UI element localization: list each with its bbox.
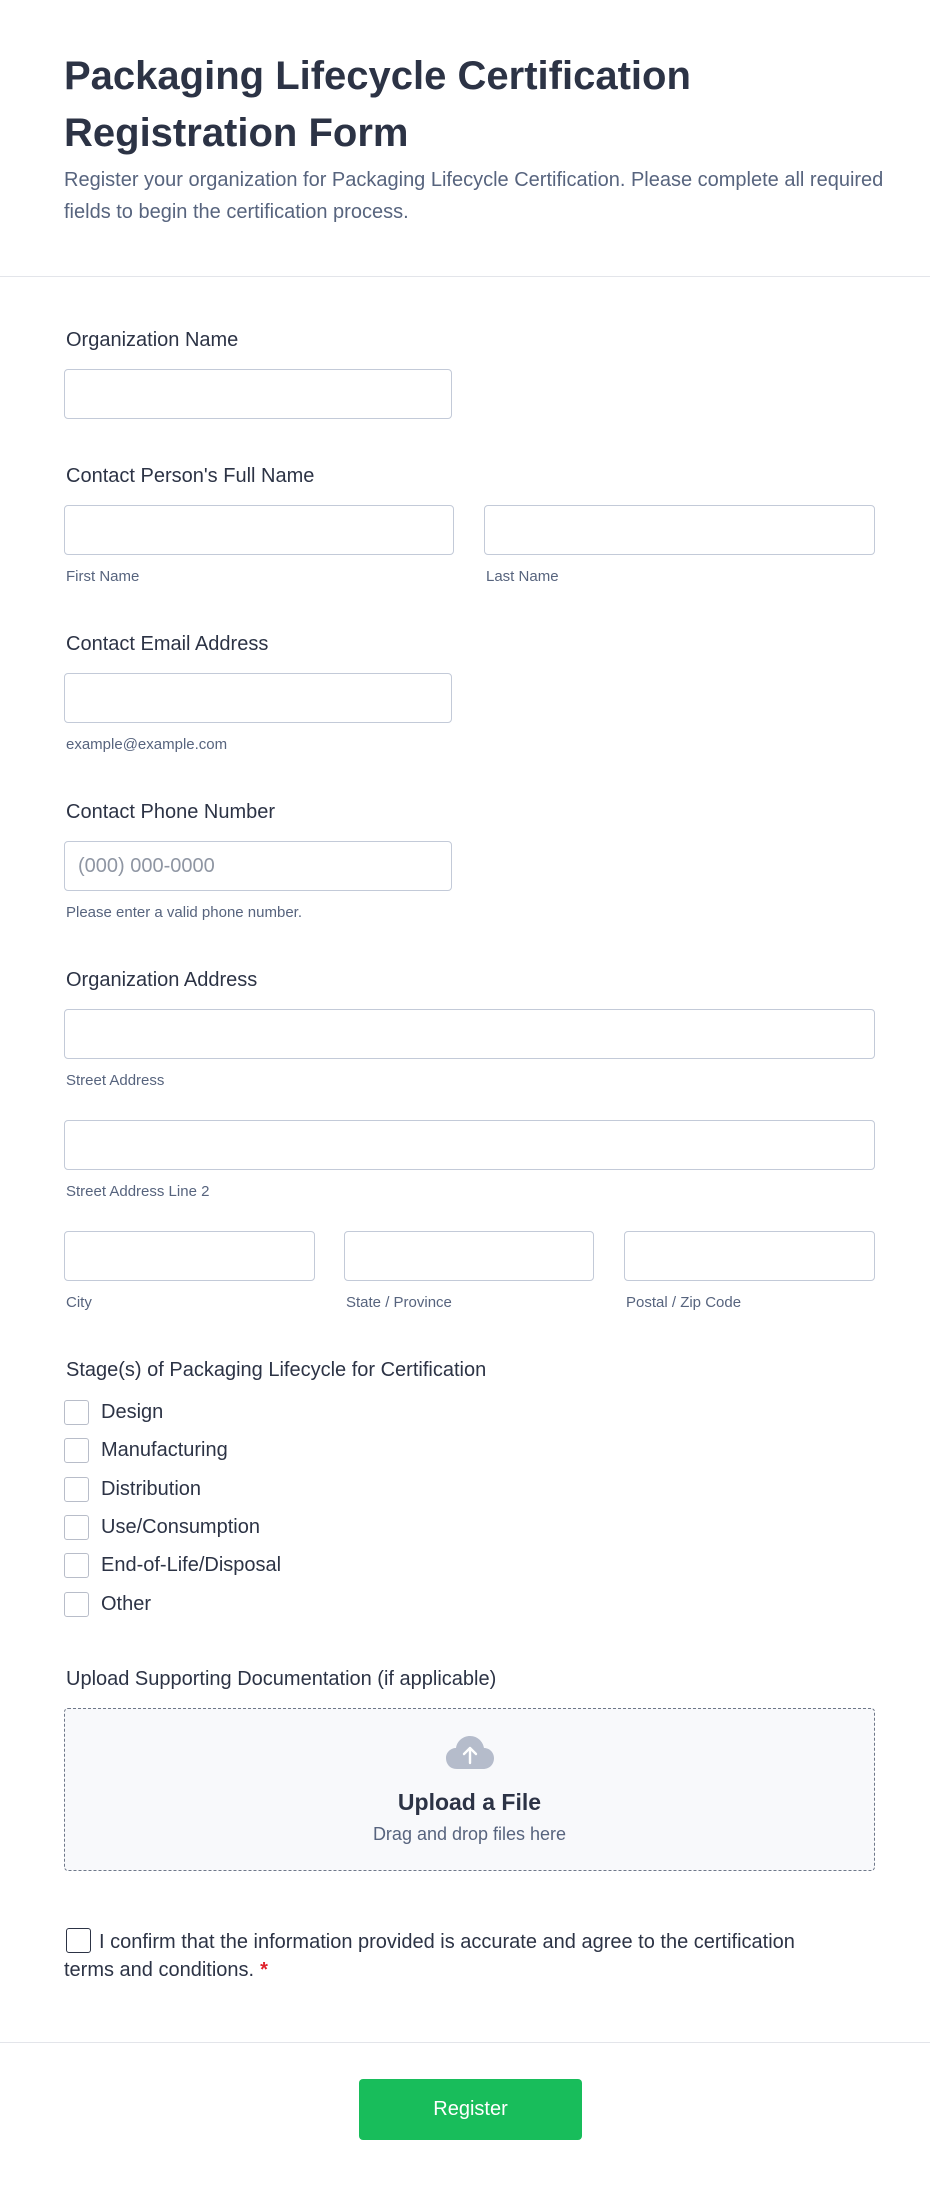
stage-option-label: Use/Consumption — [101, 1516, 260, 1538]
terms-confirmation — [64, 1928, 824, 1984]
terms-checkbox[interactable] — [66, 1928, 91, 1953]
last-name-input[interactable] — [484, 505, 875, 555]
phone-input[interactable] — [64, 841, 452, 891]
checkbox[interactable] — [64, 1438, 89, 1463]
stage-option-label: Manufacturing — [101, 1439, 228, 1461]
upload-title: Upload a File — [397, 1789, 542, 1815]
first-name-sublabel: First Name — [66, 568, 140, 585]
city-sublabel: City — [66, 1294, 92, 1311]
stage-option-design[interactable] — [64, 1399, 163, 1425]
upload-label: Upload Supporting Documentation (if applicable) — [66, 1668, 497, 1690]
last-name-sublabel: Last Name — [486, 568, 559, 585]
checkbox[interactable] — [64, 1400, 89, 1425]
stage-option-manufacturing[interactable] — [64, 1437, 228, 1463]
zip-input[interactable] — [624, 1231, 875, 1281]
file-upload-dropzone[interactable] — [64, 1708, 875, 1871]
email-label: Contact Email Address — [66, 633, 269, 655]
checkbox[interactable] — [64, 1592, 89, 1617]
phone-label: Contact Phone Number — [66, 801, 276, 823]
email-input[interactable] — [64, 673, 452, 723]
stage-option-label: End-of-Life/Disposal — [101, 1554, 282, 1576]
terms-text: I confirm that the information provided is accurate and agree to the certification terms and conditions. — [64, 1931, 795, 1981]
state-input[interactable] — [344, 1231, 594, 1281]
stage-option-label: Design — [101, 1401, 164, 1423]
street-address-line2-input[interactable] — [64, 1120, 875, 1170]
state-sublabel: State / Province — [346, 1294, 452, 1311]
email-sublabel: example@example.com — [66, 736, 228, 753]
form-header — [0, 0, 930, 277]
street-address-sublabel: Street Address — [66, 1072, 165, 1089]
stage-option-label: Other — [101, 1593, 152, 1615]
checkbox[interactable] — [64, 1477, 89, 1502]
city-input[interactable] — [64, 1231, 315, 1281]
page-title: Packaging Lifecycle Certification Registration Form — [64, 54, 691, 155]
upload-hint: Drag and drop files here — [372, 1824, 567, 1844]
footer-divider — [0, 2042, 930, 2043]
register-button[interactable]: Register — [359, 2079, 582, 2140]
stage-option-distribution[interactable] — [64, 1476, 201, 1502]
org-name-label: Organization Name — [66, 329, 239, 351]
cloud-upload-icon — [445, 1735, 495, 1771]
zip-sublabel: Postal / Zip Code — [626, 1294, 742, 1311]
org-name-input[interactable] — [64, 369, 452, 419]
stage-option-label: Distribution — [101, 1478, 202, 1500]
address-label: Organization Address — [66, 969, 258, 991]
first-name-input[interactable] — [64, 505, 454, 555]
street-address-line2-sublabel: Street Address Line 2 — [66, 1183, 210, 1200]
page-subtitle: Register your organization for Packaging Lifecycle Certification. Please complete all required fields to begin the certification process. — [64, 169, 884, 223]
street-address-input[interactable] — [64, 1009, 875, 1059]
stages-label: Stage(s) of Packaging Lifecycle for Certification — [66, 1359, 487, 1381]
stage-option-end-of-life[interactable] — [64, 1552, 281, 1578]
contact-name-label: Contact Person's Full Name — [66, 465, 315, 487]
required-asterisk: * — [260, 1959, 268, 1981]
stage-option-use-consumption[interactable] — [64, 1514, 260, 1540]
checkbox[interactable] — [64, 1515, 89, 1540]
stage-option-other[interactable] — [64, 1591, 151, 1617]
checkbox[interactable] — [64, 1553, 89, 1578]
phone-sublabel: Please enter a valid phone number. — [66, 904, 302, 921]
